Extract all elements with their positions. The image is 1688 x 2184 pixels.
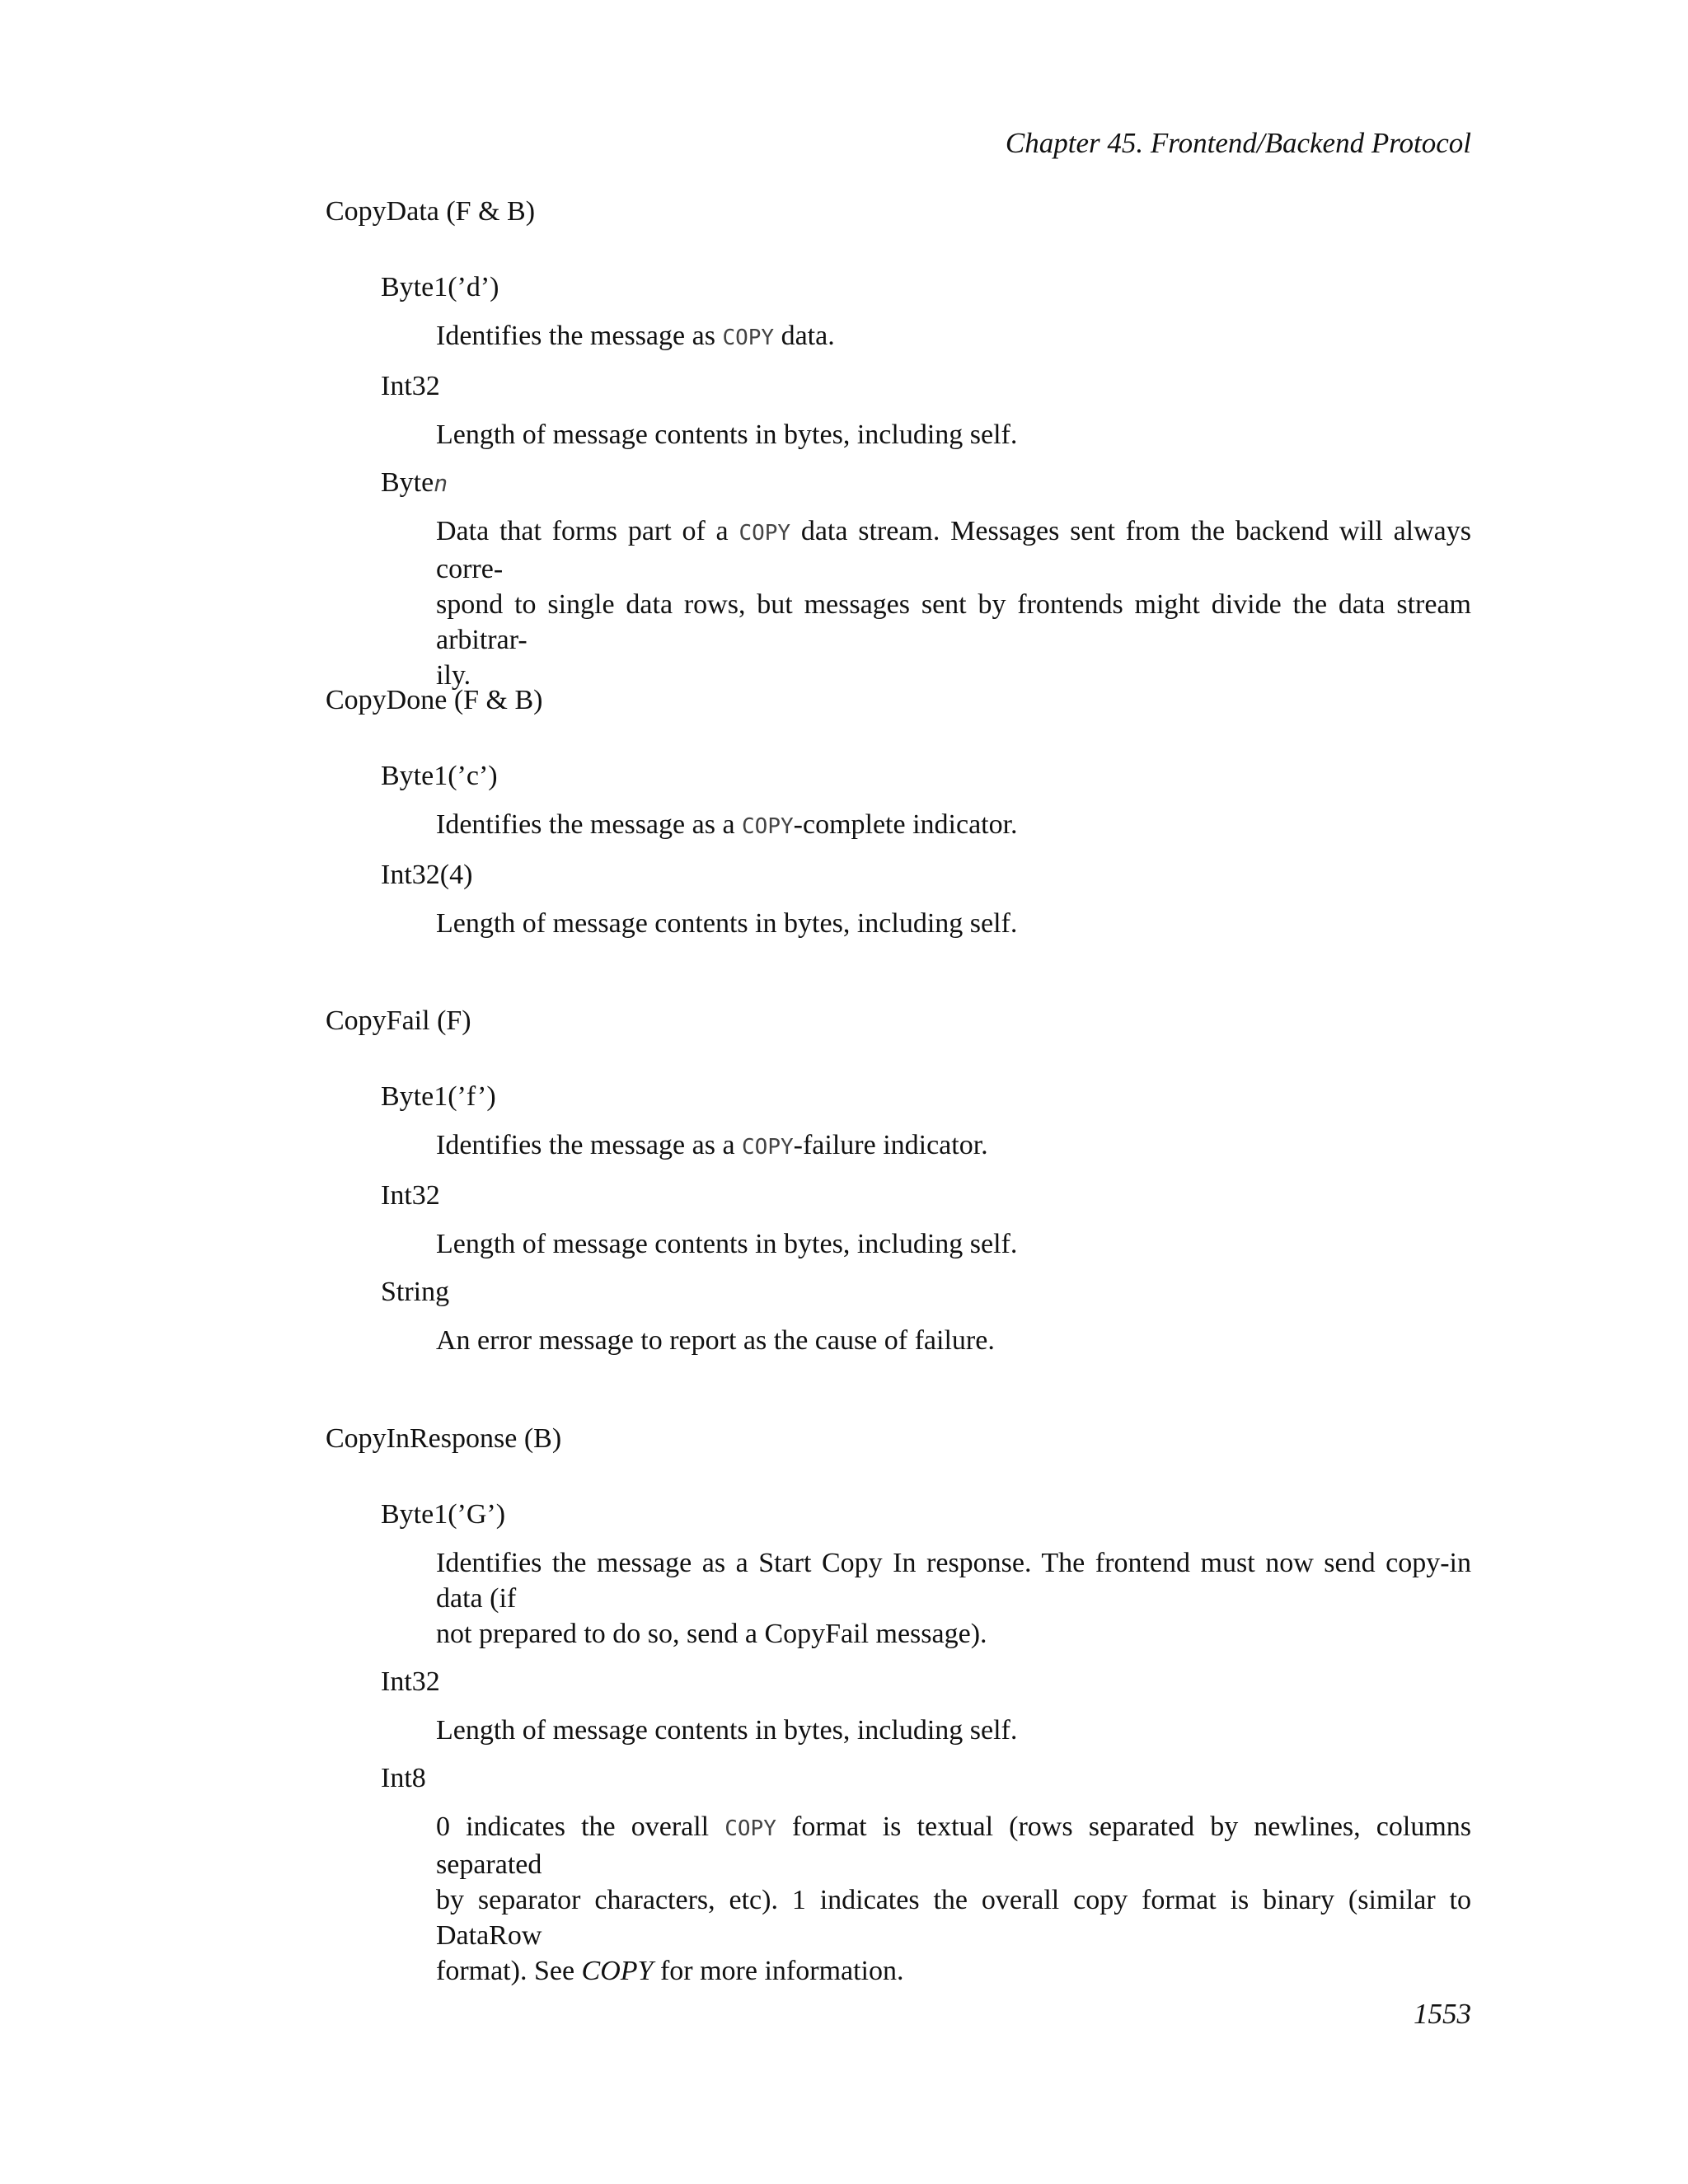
field-name: Int32 (381, 1666, 440, 1697)
message-copyinresponse (326, 1421, 1471, 1989)
field-description (436, 1545, 1471, 1652)
field-name: Int32 (381, 371, 440, 401)
message-title: CopyData (F & B) (326, 196, 536, 227)
message-copydone (326, 682, 1471, 941)
field-name: Byte1(’f’) (381, 1081, 496, 1112)
description-line (436, 1809, 1471, 1882)
message-title: CopyInResponse (B) (326, 1423, 562, 1454)
field-description (436, 513, 1471, 693)
description-text: 0 indicates the overall (436, 1811, 725, 1842)
code-literal: COPY (742, 814, 794, 839)
field-byte1 (381, 1497, 1471, 1989)
field-name: String (381, 1277, 450, 1307)
description-line: by separator characters, etc). 1 indicates the overall copy format is binary (similar to DataRow (436, 1885, 1471, 1951)
description-line: Identifies the message as a Start Copy In response. The frontend must now send copy-in data (if (436, 1548, 1471, 1614)
message-copydata (326, 194, 1471, 693)
copy-reference-link[interactable]: COPY (581, 1956, 654, 1986)
field-name-text: Byte (381, 467, 434, 498)
field-description (436, 1809, 1471, 1989)
field-name (381, 465, 1471, 501)
description-text: -complete indicator. (793, 809, 1018, 840)
field-name: Byte1(’c’) (381, 761, 498, 791)
field-name: Int32 (381, 1180, 440, 1211)
page-number: 1553 (1414, 1998, 1471, 2030)
field-description: Length of message contents in bytes, including self. (436, 419, 1018, 450)
field-name: Byte1(’d’) (381, 272, 499, 302)
field-description (436, 318, 1471, 356)
description-line: not prepared to do so, send a CopyFail message). (436, 1619, 987, 1649)
description-text: format is textual (rows separated by newlines, columns separated (436, 1811, 1471, 1880)
description-text: for more information. (653, 1956, 904, 1986)
description-text: Identifies the message as a (436, 1130, 743, 1160)
description-line (436, 1953, 1471, 1989)
field-name: Int32(4) (381, 860, 473, 890)
field-name: Int8 (381, 1763, 426, 1793)
field-description: Length of message contents in bytes, including self. (436, 908, 1018, 939)
description-line: ily. (436, 660, 471, 691)
field-byte1 (381, 269, 1471, 693)
field-name: Byte1(’G’) (381, 1499, 506, 1530)
code-literal: COPY (738, 521, 791, 546)
field-description: Length of message contents in bytes, including self. (436, 1229, 1018, 1259)
description-line (436, 513, 1471, 587)
code-literal: COPY (722, 326, 775, 350)
field-description (436, 1127, 1471, 1165)
message-title: CopyFail (F) (326, 1005, 471, 1036)
description-text: data stream. Messages sent from the backend will always corre- (436, 516, 1471, 584)
description-text: Identifies the message as (436, 321, 723, 351)
description-text: Identifies the message as a (436, 809, 743, 840)
code-literal: COPY (742, 1135, 794, 1160)
field-description: Length of message contents in bytes, including self. (436, 1715, 1018, 1746)
field-description: An error message to report as the cause of failure. (436, 1325, 995, 1356)
description-text: Data that forms part of a (436, 516, 739, 546)
message-copyfail (326, 1003, 1471, 1358)
field-byte1 (381, 1079, 1471, 1358)
code-literal: COPY (724, 1816, 776, 1841)
description-text: format). See (436, 1956, 582, 1986)
message-title: CopyDone (F & B) (326, 685, 543, 715)
field-description (436, 807, 1471, 845)
field-name-variable: n (434, 470, 448, 497)
description-line: spond to single data rows, but messages sent by frontends might divide the data stream arbitrar- (436, 589, 1471, 655)
field-byte1 (381, 758, 1471, 941)
description-text: data. (774, 321, 835, 351)
description-text: -failure indicator. (793, 1130, 988, 1160)
running-header: Chapter 45. Frontend/Backend Protocol (1005, 127, 1471, 159)
